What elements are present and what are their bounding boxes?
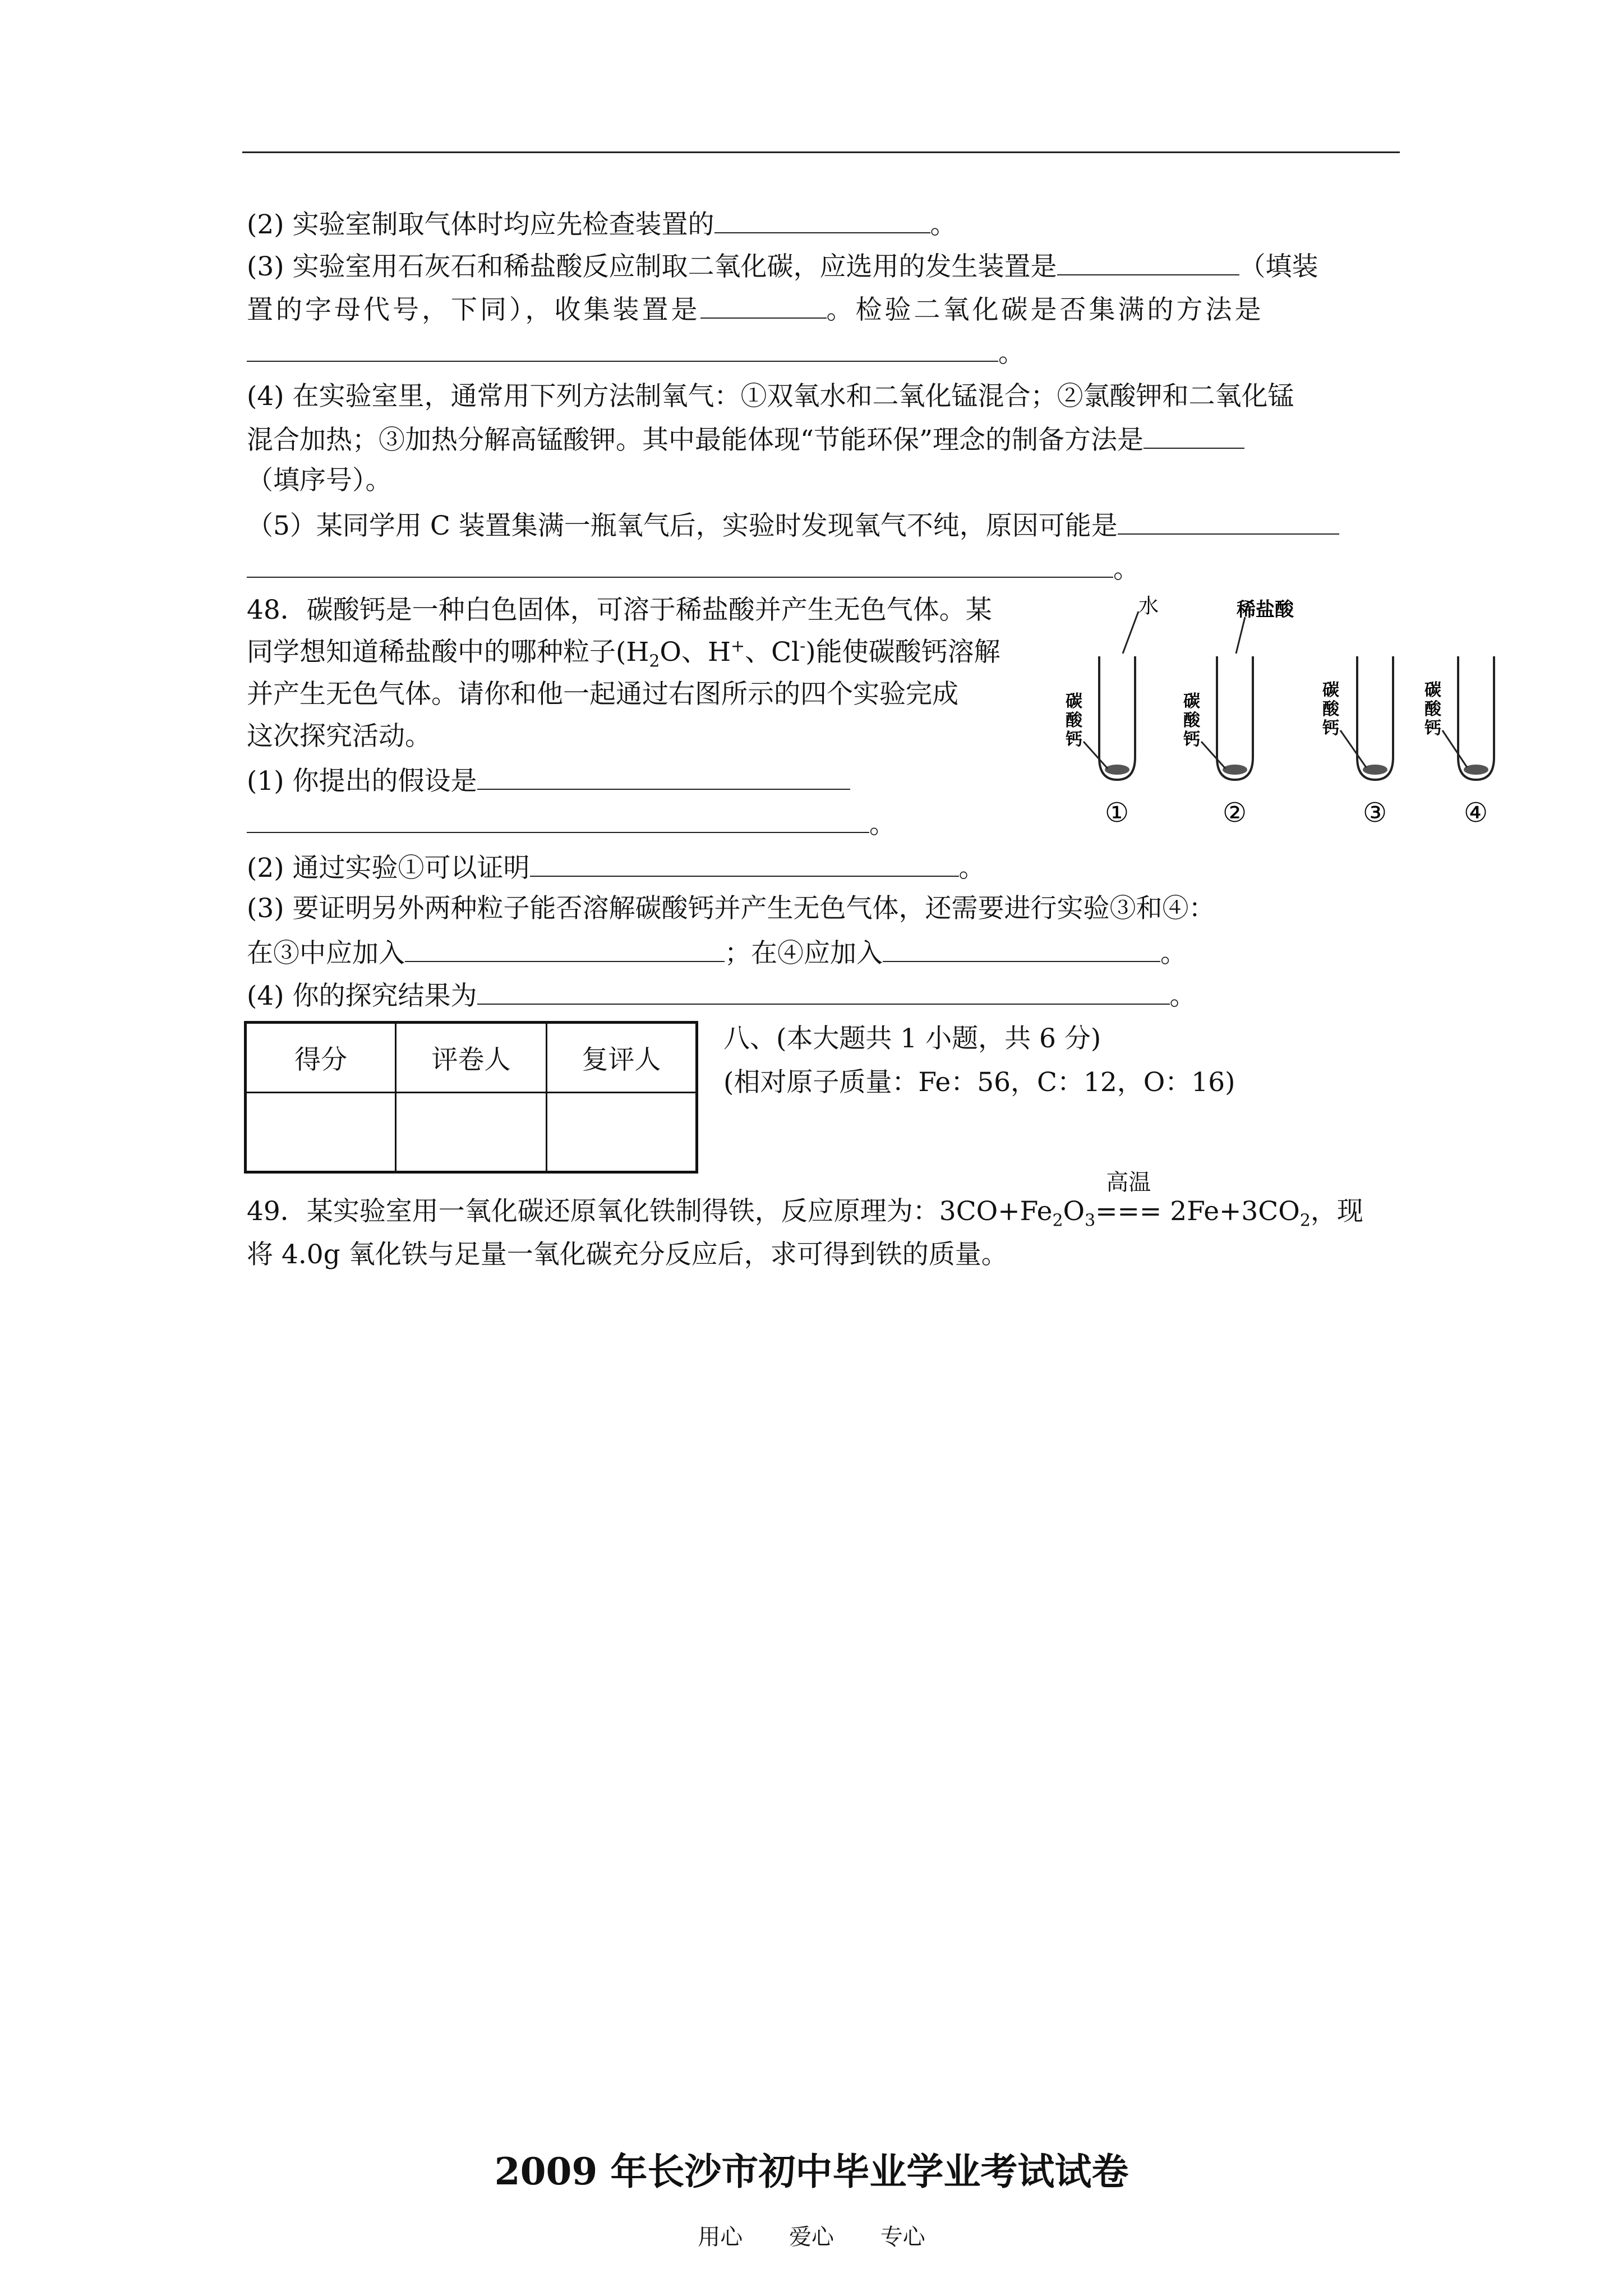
svg-text:碳: 碳 xyxy=(1322,680,1339,700)
experiment-number-1: ① xyxy=(1105,797,1129,829)
experiment-number-2: ② xyxy=(1223,797,1247,829)
footer-tagline: 用心 爱心 专心 xyxy=(698,2224,925,2250)
q47-part3-line2: 置的字母代号，下同），收集装置是 。检验二氧化碳是否集满的方法是 xyxy=(247,292,1264,327)
answer-blank[interactable] xyxy=(247,335,998,362)
svg-text:碳: 碳 xyxy=(1066,692,1082,711)
svg-text:钙: 钙 xyxy=(1183,730,1200,749)
answer-blank[interactable] xyxy=(247,551,1113,578)
answer-blank[interactable] xyxy=(700,292,827,319)
q48-intro-line1: 48．碳酸钙是一种白色固体，可溶于稀盐酸并产生无色气体。某 xyxy=(247,595,992,625)
q47-part4-line3: （填序号）。 xyxy=(247,465,392,496)
q47-part3-line1: (3) 实验室用石灰石和稀盐酸反应制取二氧化碳，应选用的发生装置是 （填装 xyxy=(247,249,1318,284)
answer-blank[interactable] xyxy=(405,935,725,962)
q48-intro-line4: 这次探究活动。 xyxy=(247,721,431,752)
water-label: 水 xyxy=(1138,595,1159,618)
answer-blank[interactable] xyxy=(247,806,869,833)
svg-text:碳: 碳 xyxy=(1183,692,1200,711)
svg-text:碳: 碳 xyxy=(1424,680,1441,700)
q48-part2: (2) 通过实验①可以证明 。 xyxy=(247,850,985,885)
q47-part5-line1: （5）某同学用 C 装置集满一瓶氧气后，实验时发现氧气不纯，原因可能是 xyxy=(247,508,1339,543)
q47-part3-line3: 。 xyxy=(247,335,1025,370)
q49-line1: 49．某实验室用一氧化碳还原氧化铁制得铁，反应原理为：$3CO+Fe_2O_3$ 高温 === $2Fe+3CO_2$，现 xyxy=(247,1170,1363,1231)
q48-part4: (4) 你的探究结果为 。 xyxy=(247,978,1196,1013)
header-rule xyxy=(242,151,1400,153)
q47-part2: (2) 实验室制取气体时均应先检查装置的 。 xyxy=(247,206,957,242)
q48-intro-line3: 并产生无色气体。请你和他一起通过右图所示的四个实验完成 xyxy=(247,679,958,710)
q49-line2: 将 4.0g 氧化铁与足量一氧化碳充分反应后，求可得到铁的质量。 xyxy=(247,1239,1008,1270)
answer-blank[interactable] xyxy=(714,206,930,233)
svg-text:钙: 钙 xyxy=(1066,730,1082,749)
calcium-carbonate-solid xyxy=(1105,765,1129,775)
dilute-hcl-label: 稀盐酸 xyxy=(1237,599,1294,621)
svg-text:酸: 酸 xyxy=(1322,700,1339,719)
section8-title: 八、(本大题共 1 小题，共 6 分) xyxy=(723,1023,1101,1054)
svg-text:钙: 钙 xyxy=(1322,719,1339,738)
svg-text:钙: 钙 xyxy=(1424,719,1441,738)
reviewer-cell[interactable] xyxy=(546,1093,697,1172)
svg-text:酸: 酸 xyxy=(1424,700,1441,719)
score-table xyxy=(244,1021,698,1174)
answer-blank[interactable] xyxy=(530,850,959,877)
answer-blank[interactable] xyxy=(1057,249,1239,275)
q48-part3-line2: 在③中应加入 ；在④应加入 。 xyxy=(247,935,1187,970)
q48-part3-line1: (3) 要证明另外两种粒子能否溶解碳酸钙并产生无色气体，还需要进行实验③和④： xyxy=(247,893,1215,924)
q47-part5-line2: 。 xyxy=(247,551,1140,586)
score-cell[interactable] xyxy=(246,1093,396,1172)
q47-part4-line1: (4) 在实验室里，通常用下列方法制氧气：①双氧水和二氧化锰混合；②氯酸钾和二氧化锰 xyxy=(247,381,1294,412)
atomic-mass-note: (相对原子质量：Fe：56，C：12，O：16) xyxy=(723,1067,1235,1098)
answer-blank[interactable] xyxy=(477,763,850,790)
answer-blank[interactable] xyxy=(1118,508,1339,535)
q48-part1-line2: 。 xyxy=(247,806,896,841)
svg-text:酸: 酸 xyxy=(1183,711,1200,730)
answer-blank[interactable] xyxy=(1144,422,1244,449)
test-tube-1 xyxy=(1099,595,1159,780)
reaction-condition: 高温 === xyxy=(1095,1170,1162,1227)
calcium-carbonate-solid xyxy=(1464,765,1488,775)
exam-title: 2009 年长沙市初中毕业学业考试试卷 xyxy=(494,2150,1129,2193)
svg-text:酸: 酸 xyxy=(1066,711,1082,730)
experiment-number-4: ④ xyxy=(1464,797,1488,829)
experiment-number-3: ③ xyxy=(1363,797,1387,829)
grader-header: 评卷人 xyxy=(396,1023,546,1093)
answer-blank[interactable] xyxy=(477,978,1170,1005)
reviewer-header: 复评人 xyxy=(546,1023,697,1093)
answer-blank[interactable] xyxy=(883,935,1160,962)
test-tube-diagram xyxy=(1054,595,1531,830)
q48-intro-line2: 同学想知道稀盐酸中的哪种粒子($H_2O$、H+、Cl-)能使碳酸钙溶解 xyxy=(247,636,1000,671)
test-tube-2 xyxy=(1217,599,1294,780)
score-header: 得分 xyxy=(246,1023,396,1093)
calcium-carbonate-solid xyxy=(1223,765,1247,775)
q47-part4-line2: 混合加热；③加热分解高锰酸钾。其中最能体现“节能环保”理念的制备方法是 xyxy=(247,422,1244,457)
calcium-carbonate-solid xyxy=(1363,765,1387,775)
q48-part1-line1: (1) 你提出的假设是 xyxy=(247,763,850,798)
grader-cell[interactable] xyxy=(396,1093,546,1172)
